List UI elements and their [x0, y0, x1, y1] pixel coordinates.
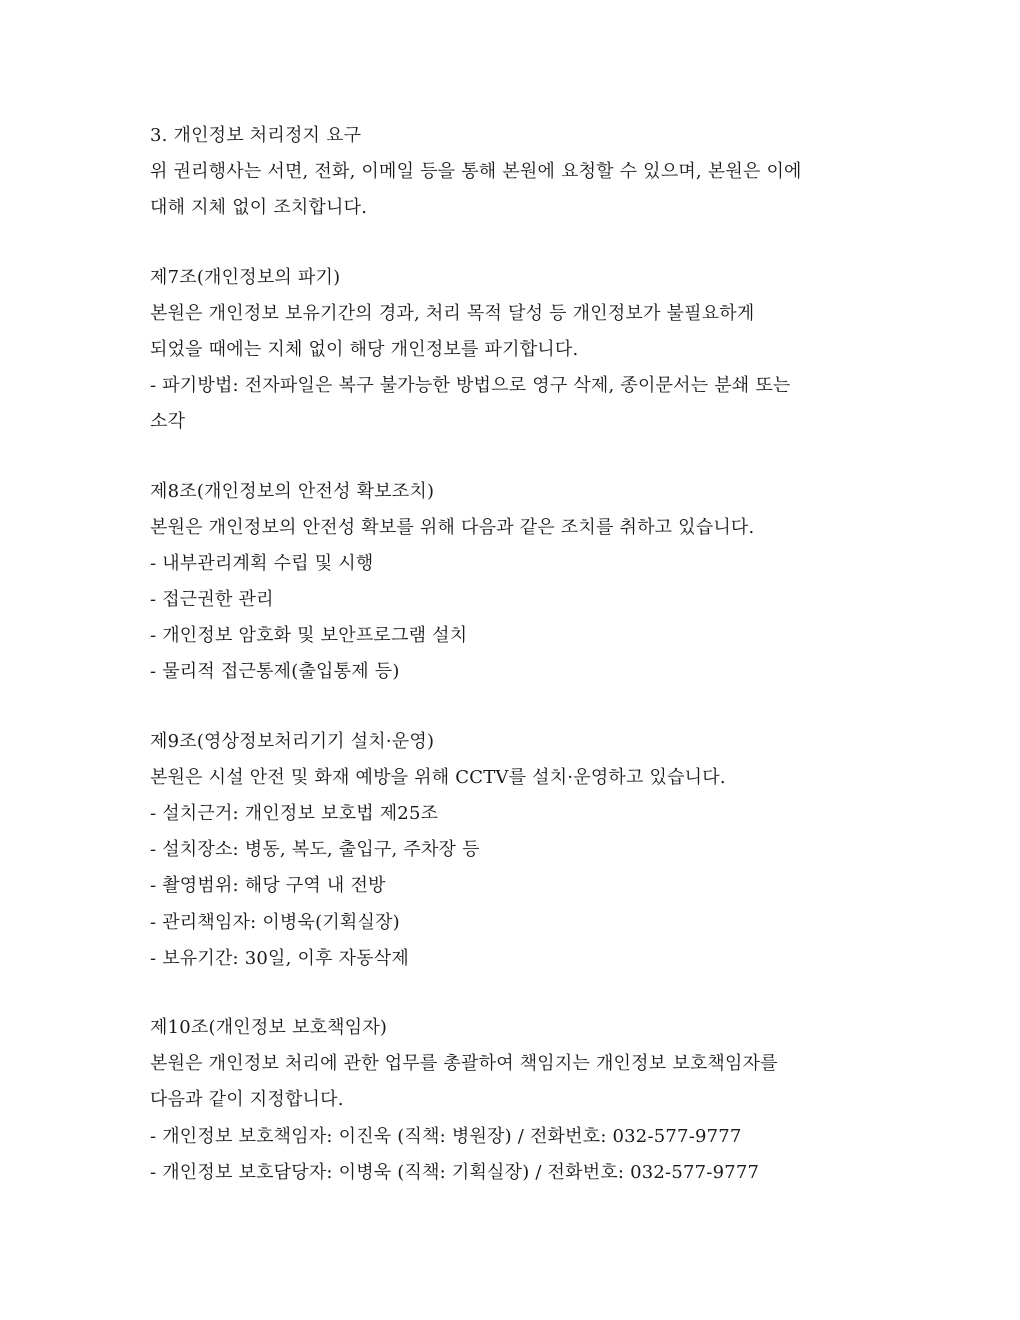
section-line: - 파기방법: 전자파일은 복구 불가능한 방법으로 영구 삭제, 종이문서는 분쇄 또는 [150, 375, 791, 397]
section-line: - 개인정보 보호책임자: 이진욱 (직책: 병원장) / 전화번호: 032-577-9777 [150, 1125, 742, 1147]
section-line: - 보유기간: 30일, 이후 자동삭제 [150, 947, 409, 969]
article-title: 제7조(개인정보의 파기) [150, 266, 341, 288]
section-line: 본원은 개인정보 보유기간의 경과, 처리 목적 달성 등 개인정보가 불필요하게 [150, 302, 755, 324]
section-line: 대해 지체 없이 조치합니다. [150, 197, 368, 219]
section-line: 위 권리행사는 서면, 전화, 이메일 등을 통해 본원에 요청할 수 있으며, 본원은 이에 [150, 161, 802, 183]
article-title: 제9조(영상정보처리기기 설치·운영) [150, 730, 435, 752]
section-line: 본원은 시설 안전 및 화재 예방을 위해 CCTV를 설치·운영하고 있습니다. [150, 766, 726, 788]
section-article-9 [150, 724, 870, 977]
section-article-8 [150, 474, 870, 691]
section-line: 되었을 때에는 지체 없이 해당 개인정보를 파기합니다. [150, 338, 579, 360]
section-line: - 설치장소: 병동, 복도, 출입구, 주차장 등 [150, 839, 480, 861]
article-title: 제10조(개인정보 보호책임자) [150, 1016, 388, 1038]
section-processing-stop [150, 118, 870, 227]
section-article-10 [150, 1010, 870, 1191]
section-line: - 개인정보 보호담당자: 이병욱 (직책: 기획실장) / 전화번호: 032-577-9777 [150, 1161, 760, 1183]
section-line: 본원은 개인정보의 안전성 확보를 위해 다음과 같은 조치를 취하고 있습니다. [150, 516, 755, 538]
section-line: - 개인정보 암호화 및 보안프로그램 설치 [150, 625, 468, 647]
article-title: 제8조(개인정보의 안전성 확보조치) [150, 480, 435, 502]
section-line: 다음과 같이 지정합니다. [150, 1089, 344, 1111]
section-line: - 물리적 접근통제(출입통제 등) [150, 661, 400, 683]
section-line: 3. 개인정보 처리정지 요구 [150, 125, 362, 146]
section-line: - 촬영범위: 해당 구역 내 전방 [150, 875, 386, 897]
document-page [150, 118, 870, 1191]
section-line: - 설치근거: 개인정보 보호법 제25조 [150, 803, 439, 824]
section-article-7 [150, 260, 870, 441]
section-line: 소각 [150, 411, 186, 433]
section-line: - 접근권한 관리 [150, 589, 274, 611]
section-line: - 내부관리계획 수립 및 시행 [150, 552, 374, 574]
section-line: 본원은 개인정보 처리에 관한 업무를 총괄하여 책임지는 개인정보 보호책임자를 [150, 1053, 778, 1075]
section-line: - 관리책임자: 이병욱(기획실장) [150, 911, 400, 933]
